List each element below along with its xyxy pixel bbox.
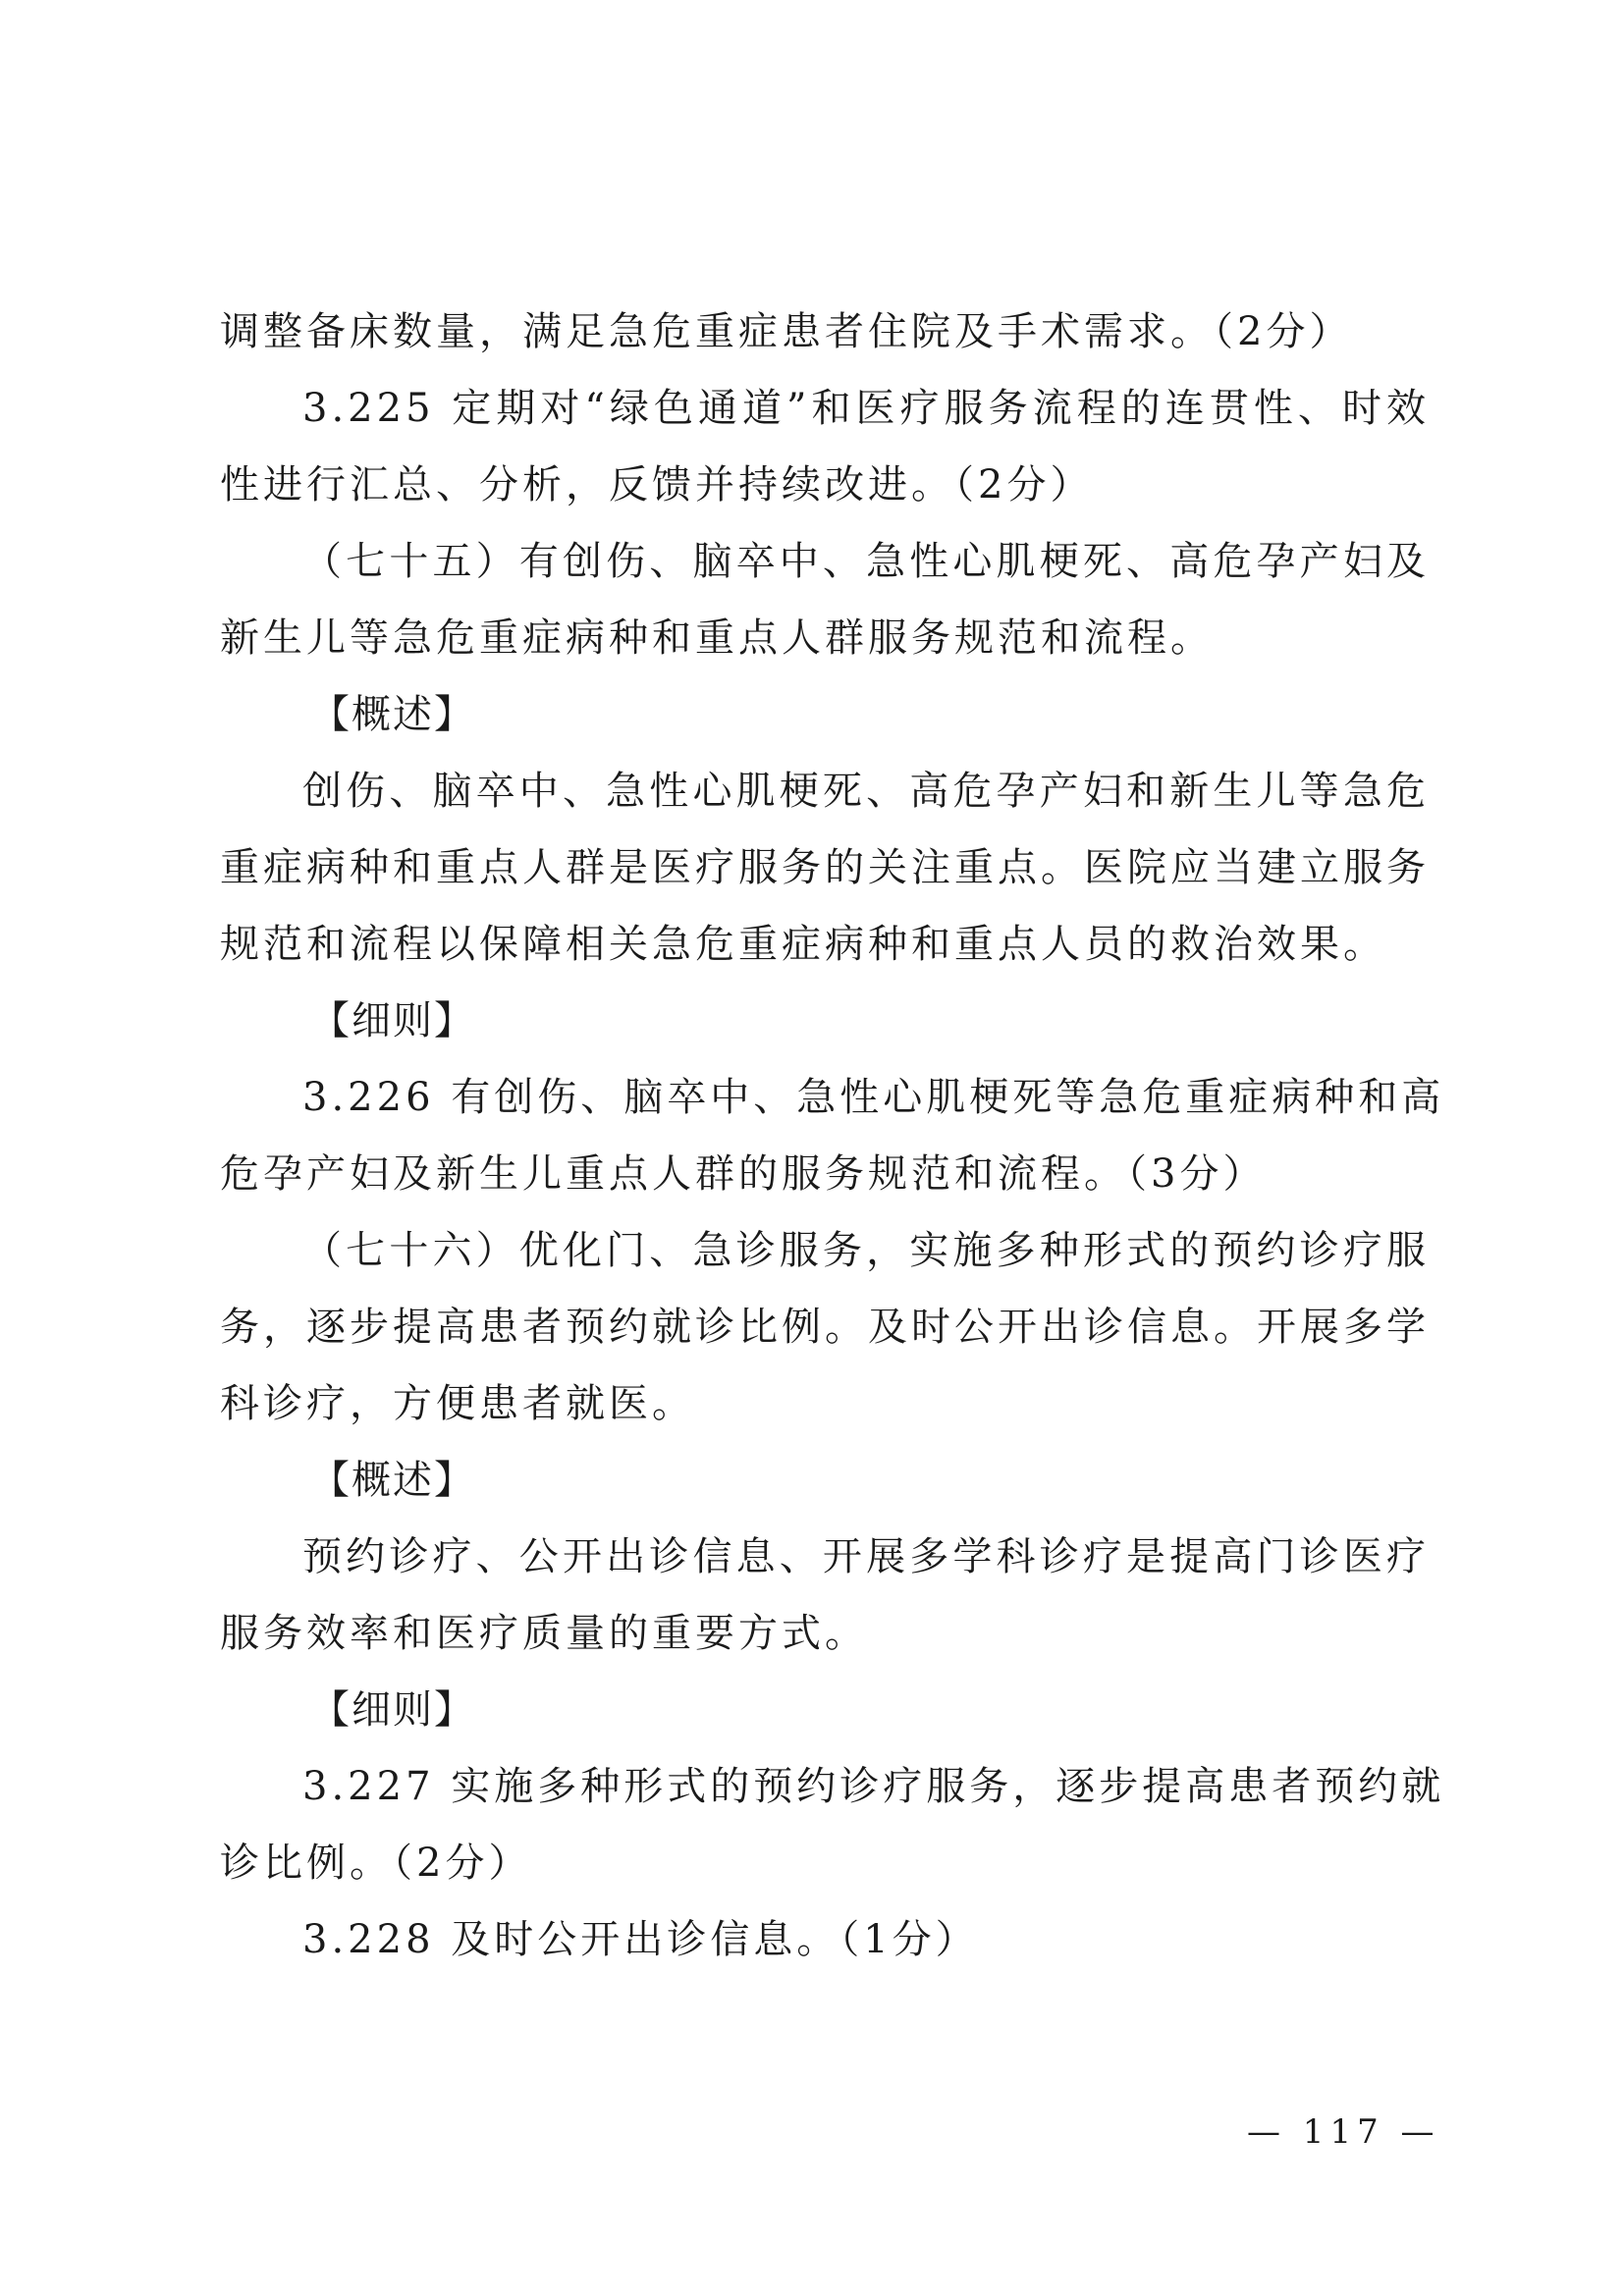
text-line: 性进行汇总、分析，反馈并持续改进。（2分） xyxy=(220,462,1094,507)
text-line: 诊比例。（2分） xyxy=(220,1841,532,1886)
section-heading: 【概述】 xyxy=(310,1458,475,1503)
text-line: 调整备床数量，满足急危重症患者住院及手术需求。（2分） xyxy=(220,309,1353,354)
text-line: （七十六）优化门、急诊服务，实施多种形式的预约诊疗服 xyxy=(302,1228,1430,1273)
text-line: 3.225 定期对“绿色通道”和医疗服务流程的连贯性、时效 xyxy=(302,386,1430,431)
text-line: 危孕产妇及新生儿重点人群的服务规范和流程。（3分） xyxy=(220,1151,1267,1197)
section-heading: 【概述】 xyxy=(310,692,475,737)
text-line: 务，逐步提高患者预约就诊比例。及时公开出诊信息。开展多学 xyxy=(220,1305,1430,1350)
text-line: 创伤、脑卒中、急性心肌梗死、高危孕产妇和新生儿等急危 xyxy=(302,769,1430,814)
text-line: （七十五）有创伤、脑卒中、急性心肌梗死、高危孕产妇及 xyxy=(302,539,1430,584)
section-heading: 【细则】 xyxy=(310,1687,475,1733)
text-line: 科诊疗，方便患者就医。 xyxy=(220,1381,695,1426)
page-number: — 117 — xyxy=(1247,2112,1440,2152)
section-heading: 【细则】 xyxy=(310,998,475,1043)
text-line: 新生儿等急危重症病种和重点人群服务规范和流程。 xyxy=(220,615,1214,661)
text-line: 规范和流程以保障相关急危重症病种和重点人员的救治效果。 xyxy=(220,922,1386,967)
text-line: 3.226 有创伤、脑卒中、急性心肌梗死等急危重症病种和高 xyxy=(302,1075,1445,1120)
text-line: 预约诊疗、公开出诊信息、开展多学科诊疗是提高门诊医疗 xyxy=(302,1534,1430,1579)
text-line: 3.227 实施多种形式的预约诊疗服务，逐步提高患者预约就 xyxy=(302,1764,1445,1809)
text-line: 3.228 及时公开出诊信息。（1分） xyxy=(302,1917,979,1962)
text-line: 重症病种和重点人群是医疗服务的关注重点。医院应当建立服务 xyxy=(220,845,1430,890)
text-line: 服务效率和医疗质量的重要方式。 xyxy=(220,1611,868,1656)
